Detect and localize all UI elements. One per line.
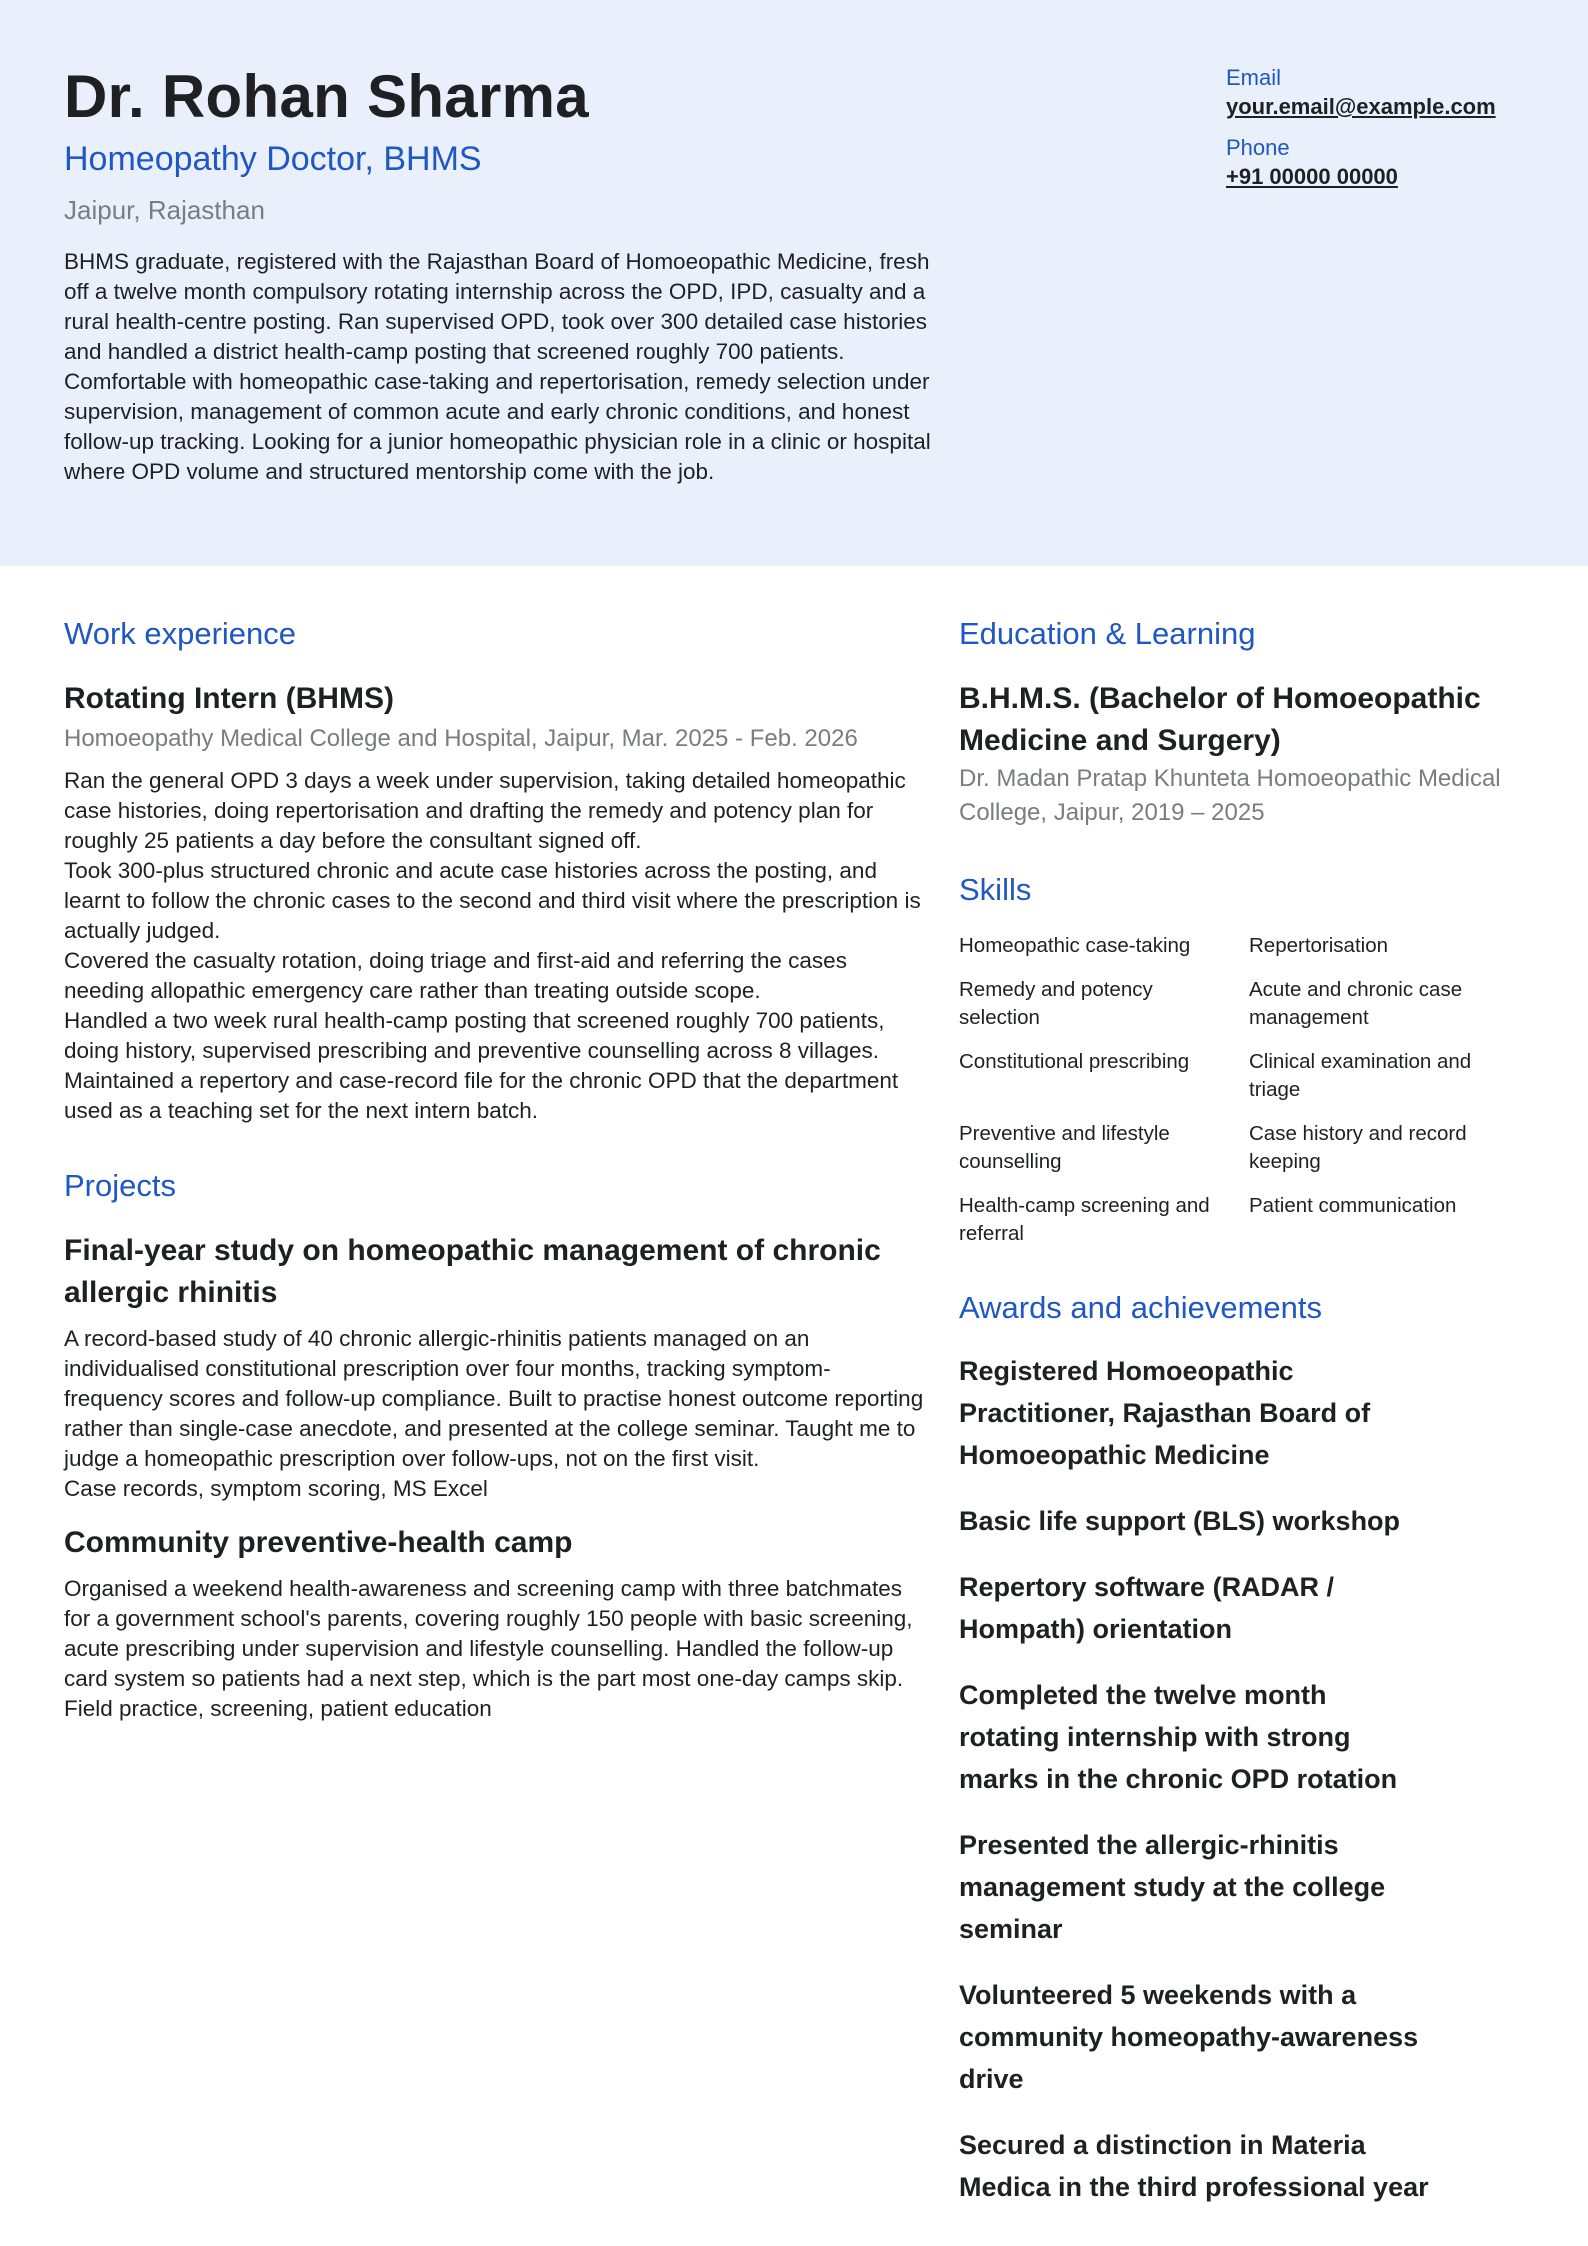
project-title: Community preventive-health camp — [64, 1526, 573, 1559]
skill-item: Health-camp screening and referral — [959, 1194, 1210, 1245]
email-label: Email — [1226, 65, 1282, 90]
job-meta: Homoeopathy Medical College and Hospital, Jaipur, Mar. 2025 - Feb. 2026 — [64, 725, 858, 752]
project-tools: Field practice, screening, patient education — [64, 1696, 492, 1721]
candidate-role: Homeopathy Doctor, BHMS — [64, 140, 482, 178]
education-heading: Education & Learning — [959, 616, 1256, 651]
phone-label: Phone — [1226, 135, 1290, 160]
job-title: Rotating Intern (BHMS) — [64, 682, 394, 715]
job-bullet: Maintained a repertory and case-record file for the chronic OPD that the department used as a teaching set for the next intern batch. — [64, 1068, 899, 1123]
project-entry — [64, 1230, 924, 1504]
project-title: Final-year study on homeopathic management of chronic allergic rhinitis — [64, 1234, 881, 1309]
left-column — [64, 612, 924, 1724]
phone-link[interactable]: +91 00000 00000 — [1226, 164, 1398, 189]
award-item: Repertory software (RADAR / Hompath) orientation — [959, 1572, 1335, 1644]
project-description: A record-based study of 40 chronic allergic-rhinitis patients managed on an individualised constitutional prescription over four months, tracking symptom-frequency scores and follow-up compliance. Built to practise honest outcome reporting rather than single-case anecdote, and presented at the college seminar. Taught me to judge a homeopathic prescription over follow-ups, not on the first visit. — [64, 1326, 924, 1471]
skills-heading: Skills — [959, 872, 1032, 907]
education-degree: B.H.M.S. (Bachelor of Homoeopathic Medicine and Surgery) — [959, 682, 1481, 757]
award-item: Presented the allergic-rhinitis management study at the college seminar — [959, 1830, 1386, 1944]
job-entry — [64, 678, 924, 1126]
award-item: Basic life support (BLS) workshop — [959, 1506, 1401, 1536]
email-link[interactable]: your.email@example.com — [1226, 94, 1496, 119]
profile-summary: BHMS graduate, registered with the Rajasthan Board of Homoeopathic Medicine, fresh off a twelve month compulsory rotating internship across the OPD, IPD, casualty and a rural health-centre posting. Ran supervised OPD, took over 300 detailed case histories and handled a district health-camp posting that screened roughly 700 patients. Comfortable with homeopathic case-taking and repertorisation, remedy selection under supervision, management of common acute and early chronic conditions, and honest follow-up tracking. Looking for a junior homeopathic physician role in a clinic or hospital where OPD volume and structured mentorship come with the job. — [64, 249, 931, 484]
skill-item: Case history and record keeping — [1249, 1122, 1467, 1173]
header-band — [0, 0, 1588, 566]
award-item: Completed the twelve month rotating internship with strong marks in the chronic OPD rotation — [959, 1680, 1398, 1794]
candidate-name: Dr. Rohan Sharma — [64, 63, 589, 130]
skill-item: Patient communication — [1249, 1194, 1457, 1217]
award-item: Registered Homoeopathic Practitioner, Rajasthan Board of Homoeopathic Medicine — [959, 1356, 1371, 1470]
skill-item: Remedy and potency selection — [959, 978, 1153, 1029]
job-bullet: Ran the general OPD 3 days a week under supervision, taking detailed homeopathic case histories, doing repertorisation and drafting the remedy and potency plan for roughly 25 patients a day before the consultant signed off. — [64, 768, 906, 853]
projects-heading: Projects — [64, 1168, 176, 1203]
award-item: Secured a distinction in Materia Medica in the third professional year — [959, 2130, 1429, 2202]
skill-item: Acute and chronic case management — [1249, 978, 1463, 1029]
skill-item: Repertorisation — [1249, 934, 1389, 957]
project-description: Organised a weekend health-awareness and screening camp with three batchmates for a government school's parents, covering roughly 150 people with basic screening, acute prescribing under supervision and lifestyle counselling. Handled the follow-up card system so patients had a next step, which is the part most one-day camps skip. — [64, 1576, 913, 1691]
skill-item: Constitutional prescribing — [959, 1050, 1190, 1073]
skills-grid — [959, 932, 1549, 1248]
job-bullet: Took 300-plus structured chronic and acute case histories across the posting, and learnt to follow the chronic cases to the second and third visit where the prescription is actually judged. — [64, 858, 921, 943]
job-bullet: Covered the casualty rotation, doing triage and first-aid and referring the cases needing allopathic emergency care rather than treating outside scope. — [64, 948, 847, 1003]
job-bullet: Handled a two week rural health-camp posting that screened roughly 700 patients, doing history, supervised prescribing and preventive counselling across 8 villages. — [64, 1008, 885, 1063]
project-entry — [64, 1522, 924, 1724]
right-column — [959, 612, 1549, 2232]
work-experience-heading: Work experience — [64, 616, 297, 651]
education-meta: Dr. Madan Pratap Khunteta Homoeopathic Medical College, Jaipur, 2019 – 2025 — [959, 765, 1501, 826]
project-tools: Case records, symptom scoring, MS Excel — [64, 1476, 488, 1501]
skill-item: Clinical examination and triage — [1249, 1050, 1472, 1101]
candidate-location: Jaipur, Rajasthan — [64, 195, 265, 225]
award-item: Volunteered 5 weekends with a community homeopathy-awareness drive — [959, 1980, 1419, 2094]
skill-item: Homeopathic case-taking — [959, 934, 1191, 957]
awards-heading: Awards and achievements — [959, 1290, 1323, 1325]
contact-block — [1226, 64, 1566, 192]
skill-item: Preventive and lifestyle counselling — [959, 1122, 1170, 1173]
